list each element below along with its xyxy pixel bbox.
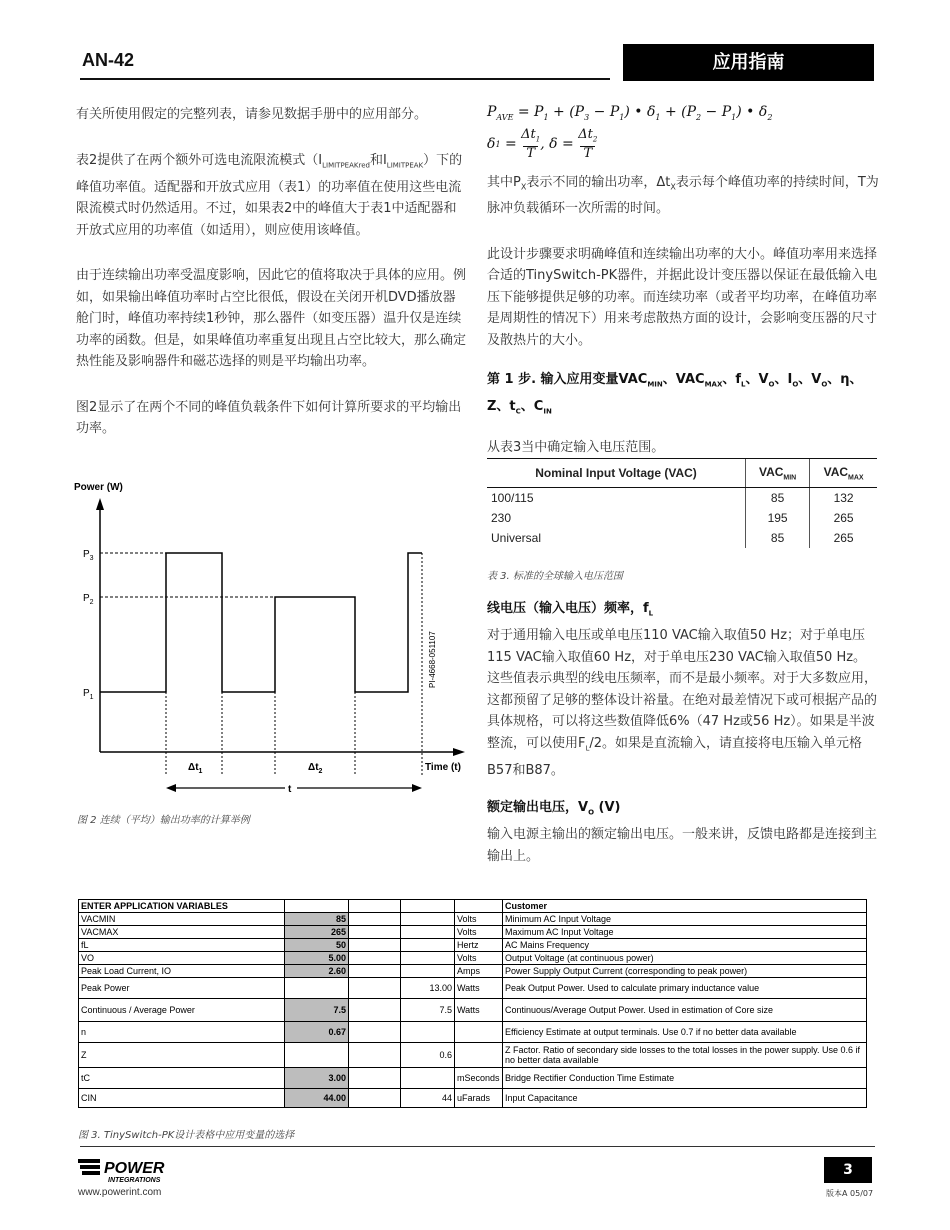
calculated-cell: 44 (401, 1089, 455, 1108)
version-label: 版本A 05/07 (826, 1189, 874, 1198)
figure-2-power-waveform (70, 470, 470, 810)
blank-cell (349, 1043, 401, 1068)
description-cell: Input Capacitance (503, 1089, 867, 1108)
page-number: 3 (824, 1157, 872, 1183)
variable-name-cell: Z (79, 1043, 285, 1068)
unit-cell: Amps (455, 965, 503, 978)
step-1-heading: 第 1 步. 输入应用变量$VAC_{MIN}$、$VAC_{MAX}$、$f_L$、$V_O$、$I_O$、$V_O$、η、Z、$t_C$、$C_{IN}$ (487, 372, 863, 416)
left-paragraph-4: 图2显示了在两个不同的峰值负载条件下如何计算所要求的平均输出功率。 (76, 399, 462, 437)
calculated-cell (401, 926, 455, 939)
description-cell: Peak Output Power. Used to calculate primary inductance value (503, 978, 867, 999)
description-cell: Bridge Rectifier Conduction Time Estimate (503, 1068, 867, 1089)
table-row: Universal 85 265 (487, 528, 877, 548)
table-3-header-vacmax: $VAC_{MAX}$ (810, 459, 877, 488)
variable-name-cell: fL (79, 939, 285, 952)
variable-name-cell: Continuous / Average Power (79, 999, 285, 1022)
description-cell: Maximum AC Input Voltage (503, 926, 867, 939)
unit-cell: Volts (455, 926, 503, 939)
blank-cell (349, 1022, 401, 1043)
table-row (79, 952, 867, 965)
table-row (79, 1068, 867, 1089)
logo-mark-icon (78, 1155, 198, 1185)
y-axis-label: Power (W) (74, 482, 123, 493)
blank-cell (349, 952, 401, 965)
input-cell[interactable]: 44.00 (285, 1089, 349, 1108)
input-cell[interactable] (285, 978, 349, 999)
calculated-cell (401, 913, 455, 926)
figure-2-caption: 图 2 连续（平均）输出功率的计算举例 (77, 815, 250, 826)
right-paragraph-1: 其中$P_X$表示不同的输出功率，$\Delta t_X$表示每个峰值功率的持续时间，T为脉冲负载循环一次所需的时间。 (487, 175, 879, 217)
unit-cell: Volts (455, 913, 503, 926)
blank-cell (349, 999, 401, 1022)
x-axis-arrow (453, 748, 465, 756)
power-waveform (100, 553, 422, 692)
equation-delta: δ 1 = $\Delta t_1$ T , δ = $\Delta t_2$ T (487, 126, 598, 162)
variable-name-cell: VACMIN (79, 913, 285, 926)
figure-code: PI-4668-051107 (428, 631, 437, 688)
table-row: 100/115 85 132 (487, 488, 877, 509)
description-cell: Z Factor. Ratio of secondary side losses to the total losses in the power supply. Use 0.6 if no better data available (503, 1043, 867, 1068)
design-spreadsheet (78, 899, 867, 1108)
footer-rule (80, 1146, 875, 1147)
table-row (79, 965, 867, 978)
input-cell[interactable]: 3.00 (285, 1068, 349, 1089)
calculated-cell: 13.00 (401, 978, 455, 999)
blank-cell (349, 1068, 401, 1089)
line-frequency-heading: 线电压（输入电压）频率，$f_L$ (487, 601, 654, 618)
blank-cell (349, 965, 401, 978)
calculated-cell (401, 965, 455, 978)
svg-text:INTEGRATIONS: INTEGRATIONS (108, 1177, 161, 1184)
calculated-cell (401, 1022, 455, 1043)
p2-label: $P_2$ (83, 593, 94, 606)
right-column (487, 172, 879, 477)
unit-cell: mSeconds (455, 1068, 503, 1089)
table-row (79, 913, 867, 926)
p3-label: $P_3$ (83, 549, 94, 562)
blank-cell (349, 1089, 401, 1108)
input-cell[interactable]: 265 (285, 926, 349, 939)
table-3-input-voltage (487, 458, 877, 548)
x-axis-label: Time (t) (425, 762, 461, 773)
table-row (79, 1022, 867, 1043)
line-frequency-paragraph: 对于通用输入电压或单电压110 VAC输入取值50 Hz；对于单电压115 VAC输入取值60 Hz，对于单电压230 VAC输入取值50 Hz。这些值表示典型的线电压频率，而不是最小频率。对于大多数应用，这都预留了足够的整体设计裕量。在绝对最差情况下或可根据产品的具体规格，可以将这些数值降低6%（47 Hz或56 Hz）。如果是半波整流，可以使用$F_L/2$。如果是直流输入，请直接将电压输入单元格B57和B87。 (487, 628, 878, 778)
power-integrations-logo (78, 1155, 198, 1189)
period-arrow-left (166, 784, 176, 792)
table-row (79, 926, 867, 939)
right-paragraph-2: 此设计步骤要求明确峰值和连续输出功率的大小。峰值功率用来选择合适的TinySwitch-PK器件，并据此设计变压器以保证在最低输入电压下能够提供足够的功率。而连续功率（或者平均功率，在峰值功率是周期性的情况下）用来考虑散热方面的设计，会影响变压器的尺寸及散热片的大小。 (487, 246, 878, 348)
calculated-cell: 0.6 (401, 1043, 455, 1068)
table-row (79, 978, 867, 999)
variable-name-cell: tC (79, 1068, 285, 1089)
dt1-label: $\Delta t_1$ (188, 762, 203, 775)
calculated-cell (401, 939, 455, 952)
table-row (79, 1089, 867, 1108)
right-column-lower (487, 598, 879, 885)
period-label: t (288, 784, 292, 795)
variable-name-cell: n (79, 1022, 285, 1043)
blank-cell (349, 913, 401, 926)
unit-cell: Volts (455, 952, 503, 965)
right-paragraph-3: 从表3当中确定输入电压范围。 (487, 440, 665, 456)
calculated-cell (401, 1068, 455, 1089)
unit-cell: Watts (455, 999, 503, 1022)
unit-cell: uFarads (455, 1089, 503, 1108)
doc-code: AN-42 (82, 50, 135, 70)
variable-name-cell: CIN (79, 1089, 285, 1108)
description-cell: Power Supply Output Current (corresponding to peak power) (503, 965, 867, 978)
unit-cell (455, 1043, 503, 1068)
table-row: 230 195 265 (487, 508, 877, 528)
variable-name-cell: Peak Load Current, IO (79, 965, 285, 978)
unit-cell: Watts (455, 978, 503, 999)
table-3-caption: 表 3. 标准的全球输入电压范围 (487, 571, 623, 582)
table-3-header-vacmin: $VAC_{MIN}$ (746, 459, 810, 488)
variable-name-cell: VO (79, 952, 285, 965)
table-row (79, 1043, 867, 1068)
blank-cell (349, 939, 401, 952)
left-paragraph-1: 有关所使用假定的完整列表，请参见数据手册中的应用部分。 (76, 107, 428, 122)
table-3-header-nominal: Nominal Input Voltage (VAC) (487, 459, 746, 488)
svg-text:POWER: POWER (104, 1160, 165, 1177)
description-cell: Minimum AC Input Voltage (503, 913, 867, 926)
figure-3-caption: 图 3. TinySwitch-PK设计表格中应用变量的选择 (78, 1130, 295, 1141)
dt2-label: $\Delta t_2$ (308, 762, 323, 775)
header-rule (80, 78, 610, 80)
description-cell: Efficiency Estimate at output terminals. Use 0.7 if no better data available (503, 1022, 867, 1043)
footer-url[interactable]: www.powerint.com (78, 1187, 162, 1198)
equation-pave: $P_{AVE} = P_1 + (P_3 - P_1)$ • $\delta_1 + (P_2 - P_1)$ • $\delta_2$ (487, 104, 773, 122)
input-cell[interactable]: 5.00 (285, 952, 349, 965)
variable-name-cell: VACMAX (79, 926, 285, 939)
blank-cell (349, 978, 401, 999)
input-cell[interactable]: 7.5 (285, 999, 349, 1022)
header-title: 应用指南 (623, 44, 874, 81)
blank-cell (349, 926, 401, 939)
left-column (76, 104, 468, 458)
table-row (79, 999, 867, 1022)
y-axis-arrow (96, 498, 104, 510)
unit-cell: Hertz (455, 939, 503, 952)
input-cell[interactable] (285, 1043, 349, 1068)
description-cell: Continuous/Average Output Power. Used in estimation of Core size (503, 999, 867, 1022)
sheet-header-right: Customer (503, 900, 867, 913)
unit-cell (455, 1022, 503, 1043)
p1-label: $P_1$ (83, 688, 94, 701)
variable-name-cell: Peak Power (79, 978, 285, 999)
equation-block (487, 104, 879, 160)
input-cell[interactable]: 85 (285, 913, 349, 926)
input-cell[interactable]: 2.60 (285, 965, 349, 978)
description-cell: Output Voltage (at continuous power) (503, 952, 867, 965)
input-cell[interactable]: 0.67 (285, 1022, 349, 1043)
left-paragraph-3: 由于连续输出功率受温度影响，因此它的值将取决于具体的应用。例如，如果输出峰值功率时占空比很低，假设在关闭开机DVD播放器舱门时，峰值功率持续1秒钟，那么器件（如变压器）温升仅是连续功率的函数。但是，如果峰值功率重复出现且占空比较大，那么确定热性能及影响器件和磁芯选择的则是平均输出功率。 (76, 268, 467, 370)
description-cell: AC Mains Frequency (503, 939, 867, 952)
calculated-cell: 7.5 (401, 999, 455, 1022)
output-voltage-heading: 额定输出电压，$V_O$ (V) (487, 800, 621, 817)
period-arrow-right (412, 784, 422, 792)
calculated-cell (401, 952, 455, 965)
table-row (79, 939, 867, 952)
input-cell[interactable]: 50 (285, 939, 349, 952)
output-voltage-paragraph: 输入电源主输出的额定输出电压。一般来讲，反馈电路都是连接到主输出上。 (487, 827, 878, 864)
sheet-header-left: ENTER APPLICATION VARIABLES (79, 900, 285, 913)
left-paragraph-2: 表2提供了在两个额外可选电流限流模式（$I_{LIMITPEAKred}$和$I_{LIMITPEAK}$）下的峰值功率值。适配器和开放式应用（表1）的功率值在使用这些电流限流模式时仍然适用。不过，如果表2中的峰值大于表1中适配器和开放式应用的功率值（如适用），则应使用该峰值。 (76, 152, 463, 238)
